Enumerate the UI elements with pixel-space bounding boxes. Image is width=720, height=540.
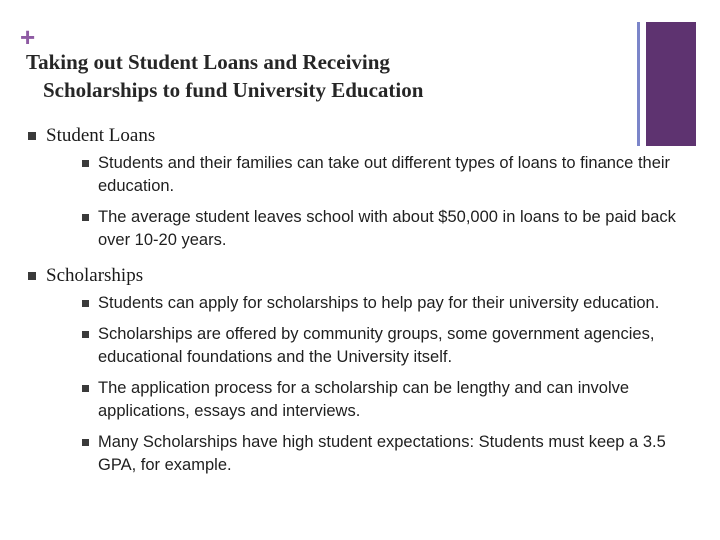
section-heading: [28, 264, 708, 288]
square-bullet-icon: [82, 214, 89, 221]
list-item-text: The application process for a scholarship can be lengthy and can involve applications, essays and interviews.: [98, 379, 630, 420]
list-item: [82, 377, 708, 423]
section-scholarships: [28, 264, 708, 477]
square-bullet-icon: [82, 331, 89, 338]
list-item-text: The average student leaves school with about $50,000 in loans to be paid back over 10-20 years.: [98, 208, 676, 249]
bullet-list: [28, 292, 708, 477]
title-line-2: Scholarships to fund University Education: [43, 78, 424, 102]
list-item-text: Scholarships are offered by community groups, some government agencies, educational foundations and the University itself.: [98, 325, 655, 366]
title-line-1: Taking out Student Loans and Receiving: [26, 50, 390, 74]
square-bullet-icon: [28, 132, 36, 140]
section-heading-text: Student Loans: [46, 125, 156, 146]
list-item: [82, 323, 708, 369]
plus-icon: +: [20, 22, 36, 52]
list-item: [82, 152, 708, 198]
square-bullet-icon: [82, 160, 89, 167]
list-item: [82, 206, 708, 252]
bullet-list: [28, 152, 708, 252]
square-bullet-icon: [28, 272, 36, 280]
slide-content: [28, 124, 708, 489]
square-bullet-icon: [82, 439, 89, 446]
square-bullet-icon: [82, 385, 89, 392]
list-item: [82, 431, 708, 477]
section-heading-text: Scholarships: [46, 265, 144, 286]
slide-title: [26, 48, 616, 104]
list-item: [82, 292, 708, 315]
list-item-text: Many Scholarships have high student expectations: Students must keep a 3.5 GPA, for example.: [98, 433, 666, 474]
list-item-text: Students can apply for scholarships to help pay for their university education.: [98, 294, 660, 312]
section-student-loans: [28, 124, 708, 252]
square-bullet-icon: [82, 300, 89, 307]
section-heading: [28, 124, 708, 148]
list-item-text: Students and their families can take out different types of loans to finance their education.: [98, 154, 671, 195]
